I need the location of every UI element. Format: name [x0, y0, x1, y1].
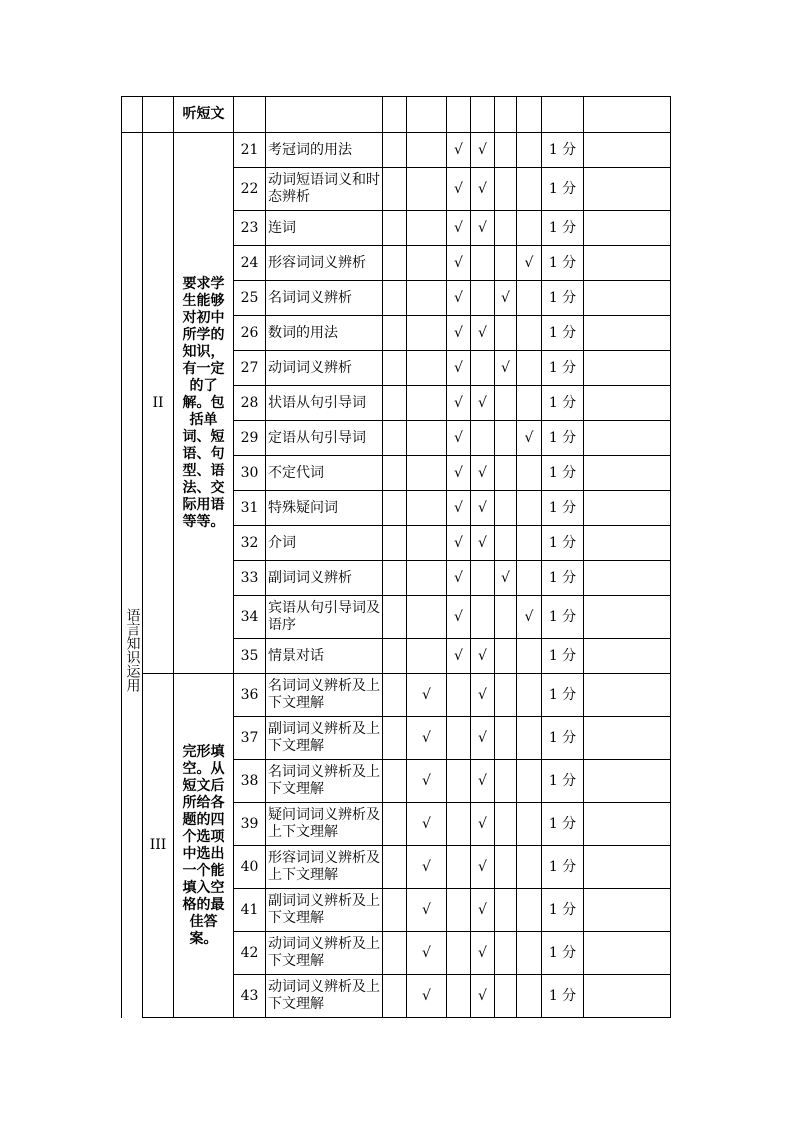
- check-mark: [517, 975, 542, 1018]
- check-mark: √: [407, 975, 447, 1018]
- score-cell: 1 分: [542, 889, 584, 932]
- table-row: [122, 97, 671, 133]
- check-mark: [383, 386, 407, 421]
- empty-cell: [447, 97, 471, 133]
- question-topic: 数词的用法: [266, 316, 383, 351]
- check-mark: [383, 717, 407, 760]
- check-mark: [495, 211, 517, 246]
- check-mark: [383, 281, 407, 316]
- check-mark: [383, 596, 407, 639]
- check-mark: [447, 932, 471, 975]
- check-mark: [517, 168, 542, 211]
- check-mark: √: [447, 386, 471, 421]
- check-mark: √: [471, 168, 495, 211]
- score-cell: 1 分: [542, 133, 584, 168]
- empty-cell: [584, 596, 671, 639]
- question-topic: 不定代词: [266, 456, 383, 491]
- check-mark: [407, 596, 447, 639]
- check-mark: [407, 526, 447, 561]
- check-mark: [495, 803, 517, 846]
- check-mark: √: [471, 491, 495, 526]
- check-mark: [495, 717, 517, 760]
- question-number: 41: [234, 889, 266, 932]
- empty-cell: [584, 456, 671, 491]
- check-mark: [383, 491, 407, 526]
- question-number: 38: [234, 760, 266, 803]
- check-mark: [383, 316, 407, 351]
- check-mark: [495, 456, 517, 491]
- check-mark: [447, 889, 471, 932]
- score-cell: 1 分: [542, 561, 584, 596]
- check-mark: √: [471, 760, 495, 803]
- score-cell: 1 分: [542, 386, 584, 421]
- score-cell: 1 分: [542, 846, 584, 889]
- question-topic: 名词词义辨析及上下文理解: [266, 760, 383, 803]
- question-topic: 副词词义辨析: [266, 561, 383, 596]
- check-mark: √: [471, 316, 495, 351]
- empty-cell: [584, 133, 671, 168]
- check-mark: [383, 246, 407, 281]
- question-number: 32: [234, 526, 266, 561]
- score-cell: 1 分: [542, 168, 584, 211]
- check-mark: √: [517, 421, 542, 456]
- exam-spec-table: [121, 96, 671, 1018]
- empty-cell: [584, 491, 671, 526]
- check-mark: [383, 846, 407, 889]
- check-mark: [447, 975, 471, 1018]
- check-mark: √: [407, 674, 447, 717]
- empty-cell: [584, 421, 671, 456]
- check-mark: [383, 975, 407, 1018]
- score-cell: 1 分: [542, 491, 584, 526]
- question-topic: 连词: [266, 211, 383, 246]
- section-desc-top: 听短文: [174, 97, 234, 133]
- question-number: 37: [234, 717, 266, 760]
- check-mark: [407, 639, 447, 674]
- score-cell: 1 分: [542, 421, 584, 456]
- question-number: 26: [234, 316, 266, 351]
- question-topic: 副词词义辨析及上下文理解: [266, 717, 383, 760]
- check-mark: [383, 526, 407, 561]
- check-mark: √: [447, 596, 471, 639]
- check-mark: √: [447, 526, 471, 561]
- check-mark: [495, 526, 517, 561]
- empty-cell: [517, 97, 542, 133]
- empty-cell: [584, 674, 671, 717]
- check-mark: √: [471, 846, 495, 889]
- check-mark: [517, 932, 542, 975]
- check-mark: [407, 168, 447, 211]
- check-mark: √: [447, 351, 471, 386]
- score-cell: 1 分: [542, 246, 584, 281]
- check-mark: [495, 168, 517, 211]
- check-mark: √: [407, 717, 447, 760]
- check-mark: [383, 133, 407, 168]
- empty-cell: [584, 760, 671, 803]
- check-mark: [517, 491, 542, 526]
- check-mark: √: [471, 674, 495, 717]
- check-mark: [471, 281, 495, 316]
- check-mark: [447, 717, 471, 760]
- question-number: 25: [234, 281, 266, 316]
- check-mark: [517, 803, 542, 846]
- check-mark: [495, 760, 517, 803]
- check-mark: √: [447, 456, 471, 491]
- check-mark: √: [471, 975, 495, 1018]
- empty-cell: [584, 639, 671, 674]
- question-number: 23: [234, 211, 266, 246]
- check-mark: √: [447, 168, 471, 211]
- check-mark: [407, 456, 447, 491]
- question-number: 22: [234, 168, 266, 211]
- check-mark: [517, 133, 542, 168]
- check-mark: [407, 281, 447, 316]
- question-number: 34: [234, 596, 266, 639]
- empty-cell: [584, 386, 671, 421]
- check-mark: [495, 133, 517, 168]
- check-mark: [495, 846, 517, 889]
- empty-cell: [584, 803, 671, 846]
- check-mark: [407, 133, 447, 168]
- empty-cell: [584, 211, 671, 246]
- check-mark: [471, 351, 495, 386]
- check-mark: [495, 386, 517, 421]
- check-mark: [517, 526, 542, 561]
- check-mark: [471, 596, 495, 639]
- check-mark: [407, 491, 447, 526]
- question-topic: 疑问词词义辨析及上下文理解: [266, 803, 383, 846]
- question-topic: 动词词义辨析及上下文理解: [266, 975, 383, 1018]
- check-mark: [383, 561, 407, 596]
- question-topic: 动词短语词义和时态辨析: [266, 168, 383, 211]
- check-mark: [495, 246, 517, 281]
- check-mark: √: [471, 456, 495, 491]
- section-label: III: [143, 674, 174, 1018]
- check-mark: [517, 281, 542, 316]
- check-mark: [517, 760, 542, 803]
- check-mark: [383, 932, 407, 975]
- table-row: [122, 133, 671, 168]
- check-mark: √: [447, 491, 471, 526]
- score-cell: 1 分: [542, 456, 584, 491]
- question-number: 29: [234, 421, 266, 456]
- check-mark: [383, 639, 407, 674]
- question-topic: 介词: [266, 526, 383, 561]
- empty-cell: [584, 281, 671, 316]
- check-mark: [471, 421, 495, 456]
- score-cell: 1 分: [542, 975, 584, 1018]
- question-number: 27: [234, 351, 266, 386]
- check-mark: [517, 639, 542, 674]
- check-mark: √: [517, 596, 542, 639]
- score-cell: 1 分: [542, 760, 584, 803]
- check-mark: [383, 803, 407, 846]
- check-mark: [447, 674, 471, 717]
- score-cell: 1 分: [542, 281, 584, 316]
- question-topic: 名词词义辨析及上下文理解: [266, 674, 383, 717]
- check-mark: √: [447, 281, 471, 316]
- question-number: 43: [234, 975, 266, 1018]
- category-cell-top: [122, 97, 143, 133]
- check-mark: [383, 760, 407, 803]
- check-mark: √: [447, 639, 471, 674]
- check-mark: [407, 561, 447, 596]
- check-mark: [517, 561, 542, 596]
- check-mark: [383, 168, 407, 211]
- check-mark: √: [447, 316, 471, 351]
- check-mark: [495, 975, 517, 1018]
- check-mark: √: [447, 561, 471, 596]
- section-desc: 要求学生能够对初中所学的知识，有一定的了解。包括单词、短语、句型、语法、交际用语等等。: [174, 133, 234, 674]
- check-mark: [495, 889, 517, 932]
- check-mark: [495, 674, 517, 717]
- check-mark: [407, 421, 447, 456]
- check-mark: [383, 421, 407, 456]
- question-number: 39: [234, 803, 266, 846]
- score-cell: 1 分: [542, 932, 584, 975]
- check-mark: [471, 561, 495, 596]
- question-topic: 名词词义辨析: [266, 281, 383, 316]
- check-mark: [495, 932, 517, 975]
- question-topic: 形容词词义辨析: [266, 246, 383, 281]
- check-mark: [407, 386, 447, 421]
- empty-cell: [584, 975, 671, 1018]
- score-cell: 1 分: [542, 717, 584, 760]
- question-topic: 副词词义辨析及上下文理解: [266, 889, 383, 932]
- check-mark: [471, 246, 495, 281]
- question-number: 30: [234, 456, 266, 491]
- check-mark: √: [495, 281, 517, 316]
- check-mark: [383, 456, 407, 491]
- question-topic: 特殊疑问词: [266, 491, 383, 526]
- question-topic: 定语从句引导词: [266, 421, 383, 456]
- check-mark: √: [471, 717, 495, 760]
- check-mark: [407, 351, 447, 386]
- check-mark: [447, 760, 471, 803]
- score-cell: 1 分: [542, 316, 584, 351]
- check-mark: [517, 456, 542, 491]
- empty-cell: [471, 97, 495, 133]
- question-number: 28: [234, 386, 266, 421]
- empty-cell: [407, 97, 447, 133]
- check-mark: [383, 674, 407, 717]
- check-mark: √: [471, 526, 495, 561]
- check-mark: √: [471, 889, 495, 932]
- check-mark: [495, 639, 517, 674]
- score-cell: 1 分: [542, 803, 584, 846]
- empty-cell: [584, 889, 671, 932]
- table-row: [122, 674, 671, 717]
- question-number: 35: [234, 639, 266, 674]
- check-mark: [517, 674, 542, 717]
- check-mark: [383, 351, 407, 386]
- empty-cell: [542, 97, 584, 133]
- check-mark: [517, 846, 542, 889]
- section-label: II: [143, 133, 174, 674]
- check-mark: √: [471, 386, 495, 421]
- empty-cell: [584, 932, 671, 975]
- question-number: 36: [234, 674, 266, 717]
- empty-cell: [584, 316, 671, 351]
- check-mark: √: [471, 133, 495, 168]
- section-cell-top: [143, 97, 174, 133]
- check-mark: √: [447, 421, 471, 456]
- question-topic: 动词词义辨析: [266, 351, 383, 386]
- check-mark: [495, 316, 517, 351]
- check-mark: √: [447, 211, 471, 246]
- question-number: 42: [234, 932, 266, 975]
- score-cell: 1 分: [542, 674, 584, 717]
- check-mark: [407, 246, 447, 281]
- section-desc: 完形填空。从短文后所给各题的四个选项中选出一个能填入空格的最佳答案。: [174, 674, 234, 1018]
- score-cell: 1 分: [542, 639, 584, 674]
- empty-cell: [584, 846, 671, 889]
- check-mark: √: [447, 133, 471, 168]
- check-mark: [383, 889, 407, 932]
- check-mark: √: [517, 246, 542, 281]
- check-mark: √: [447, 246, 471, 281]
- empty-cell: [234, 97, 266, 133]
- check-mark: [517, 211, 542, 246]
- check-mark: √: [407, 889, 447, 932]
- question-number: 24: [234, 246, 266, 281]
- empty-cell: [584, 97, 671, 133]
- check-mark: [407, 316, 447, 351]
- score-cell: 1 分: [542, 211, 584, 246]
- empty-cell: [584, 246, 671, 281]
- check-mark: [495, 421, 517, 456]
- check-mark: [447, 803, 471, 846]
- check-mark: [383, 211, 407, 246]
- check-mark: √: [471, 932, 495, 975]
- check-mark: √: [407, 803, 447, 846]
- check-mark: √: [471, 803, 495, 846]
- score-cell: 1 分: [542, 596, 584, 639]
- check-mark: [517, 889, 542, 932]
- empty-cell: [383, 97, 407, 133]
- empty-cell: [495, 97, 517, 133]
- check-mark: √: [495, 561, 517, 596]
- question-number: 21: [234, 133, 266, 168]
- check-mark: √: [407, 760, 447, 803]
- check-mark: [495, 596, 517, 639]
- check-mark: [447, 846, 471, 889]
- check-mark: √: [471, 639, 495, 674]
- check-mark: [407, 211, 447, 246]
- empty-cell: [584, 351, 671, 386]
- score-cell: 1 分: [542, 526, 584, 561]
- empty-cell: [266, 97, 383, 133]
- question-topic: 状语从句引导词: [266, 386, 383, 421]
- empty-cell: [584, 717, 671, 760]
- check-mark: [495, 491, 517, 526]
- check-mark: [517, 717, 542, 760]
- question-number: 31: [234, 491, 266, 526]
- check-mark: [517, 316, 542, 351]
- empty-cell: [584, 561, 671, 596]
- question-topic: 考冠词的用法: [266, 133, 383, 168]
- empty-cell: [584, 526, 671, 561]
- score-cell: 1 分: [542, 351, 584, 386]
- question-topic: 宾语从句引导词及语序: [266, 596, 383, 639]
- question-topic: 动词词义辨析及上下文理解: [266, 932, 383, 975]
- check-mark: √: [407, 846, 447, 889]
- empty-cell: [584, 168, 671, 211]
- check-mark: [517, 386, 542, 421]
- question-topic: 情景对话: [266, 639, 383, 674]
- check-mark: √: [407, 932, 447, 975]
- category-cell: 语言知识运用: [122, 133, 143, 1018]
- question-number: 40: [234, 846, 266, 889]
- check-mark: √: [495, 351, 517, 386]
- check-mark: [517, 351, 542, 386]
- check-mark: √: [471, 211, 495, 246]
- question-number: 33: [234, 561, 266, 596]
- question-topic: 形容词词义辨析及上下文理解: [266, 846, 383, 889]
